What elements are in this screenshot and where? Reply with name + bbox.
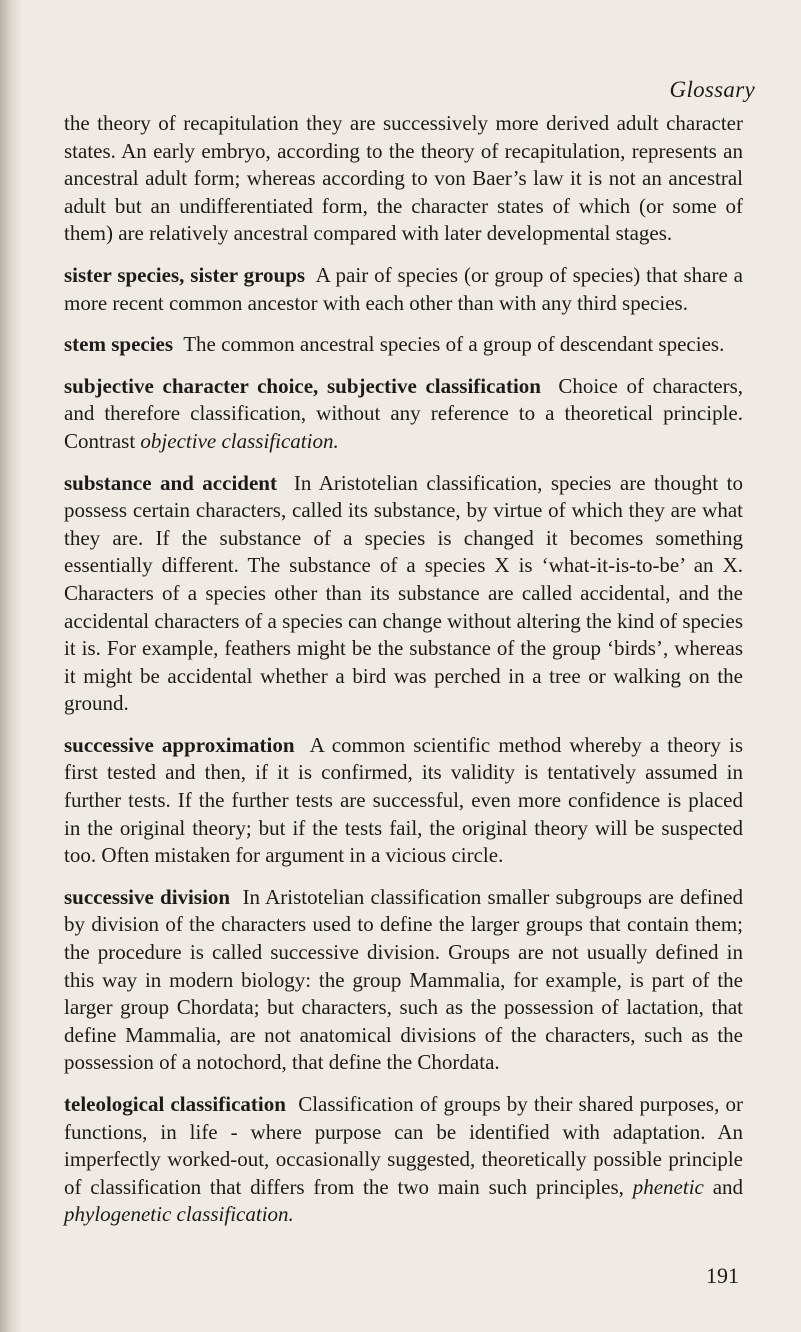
connector-word: and — [712, 1174, 744, 1199]
page-number: 191 — [706, 1263, 739, 1288]
entry-term: substance and accident — [64, 470, 277, 495]
entry-definition: The common ancestral species of a group of descendant species. — [183, 332, 725, 357]
entry-term: teleological classification — [64, 1092, 286, 1116]
glossary-entry-successive-approximation — [64, 732, 743, 870]
cross-reference: objective classification. — [140, 428, 339, 453]
cross-reference: phylogenetic classification. — [64, 1202, 294, 1227]
entry-definition: In Aristotelian classification, species are thought to possess certain characters, called its substance, by virtue of which they are what they are. If the substance of a species is changed it becomes something essentially different. The substance of a species X is ‘what-it-is-to-be’ an X. Characters of a species other than its substance are called accidental, and the accidental characters of a species can change without altering the kind of species it is. For example, feathers might be the substance of the group ‘birds’, whereas it might be accidental whether a bird was perched in a tree or walking on the ground. — [64, 470, 744, 716]
entry-term: successive approximation — [64, 732, 295, 757]
glossary-entry-stem-species — [64, 331, 743, 359]
glossary-entry-subjective-classification — [64, 373, 743, 456]
entry-definition: Classification of groups by their shared purposes, or functions, in life - where purpose can be identified with adaptation. An imperfectly worked-out, occasionally suggested, theoretically possible principle of classification that differs from the two main such principles, — [64, 1092, 743, 1199]
entry-definition: In Aristotelian classification smaller subgroups are defined by division of the characters used to define the larger groups that contain them; the procedure is called successive division. Groups are not usually defined in this way in modern biology: the group Mammalia, for example, is part of the larger group Chordata; but characters, such as the possession of lactation, that define Mammalia, are not anatomical divisions of the characters, such as the possession of a notochord, that define the Chordata. — [64, 884, 743, 1075]
entry-definition: A pair of species (or group of species) that share a more recent common ancestor with each other than with any third species. — [64, 262, 743, 315]
entry-definition: Choice of characters, and therefore classification, without any reference to a theoretical principle. Contrast — [64, 373, 743, 453]
page-binding-edge — [0, 0, 22, 1332]
entry-term: sister species, sister groups — [64, 262, 306, 287]
entry-term: successive division — [64, 884, 231, 909]
cross-reference: phenetic — [632, 1174, 704, 1199]
entry-definition: A common scientific method whereby a theory is first tested and then, if it is confirmed, its validity is tentatively assumed in further tests. If the further tests are successful, even more confidence is placed in the original theory; but if the tests fail, the original theory will be suspected too. Often mistaken for argument in a vicious circle. — [64, 732, 744, 868]
continued-text: the theory of recapitulation they are successively more derived adult character states. An early embryo, according to the theory of recapitulation, represents an ancestral adult form; whereas according to von Baer’s law it is not an ancestral adult but an undifferentiated form, the character states of which (or some of them) are relatively ancestral compared with later developmental stages. — [64, 111, 743, 246]
glossary-entry-successive-division — [64, 884, 743, 1077]
entry-term: subjective character choice, subjective classification — [64, 373, 541, 398]
glossary-entry-substance-and-accident — [64, 470, 743, 718]
glossary-entry-sister-species — [64, 262, 743, 317]
glossary-entry-teleological-classification — [64, 1091, 743, 1229]
running-head: Glossary — [669, 77, 755, 102]
entry-term: stem species — [64, 332, 174, 357]
glossary-text — [64, 110, 743, 1243]
